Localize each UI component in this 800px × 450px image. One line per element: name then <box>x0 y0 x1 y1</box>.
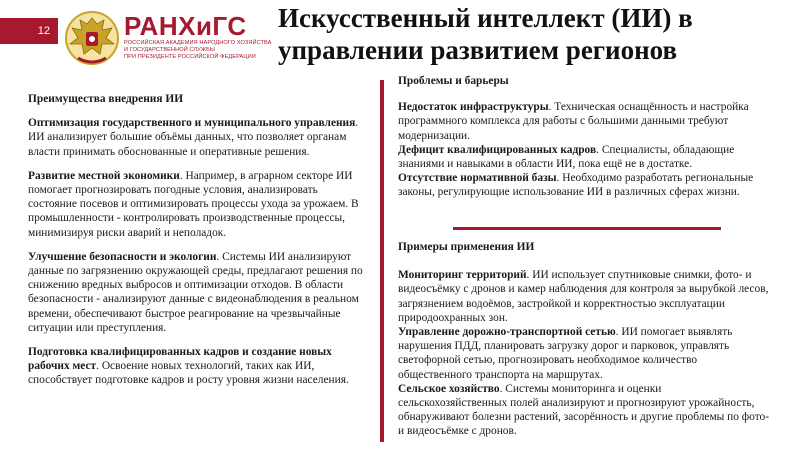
advantage-title: Улучшение безопасности и экологии <box>28 250 217 263</box>
example-title: Сельское хозяйство <box>398 382 500 395</box>
logo-line-3: ПРИ ПРЕЗИДЕНТЕ РОССИЙСКОЙ ФЕДЕРАЦИИ <box>124 54 256 60</box>
problem-item <box>398 143 770 171</box>
advantage-title: Оптимизация государственного и муниципального управления <box>28 117 356 130</box>
right-column <box>398 74 770 200</box>
slide-title: Искусственный интеллект (ИИ) в управлении развитием регионов <box>278 3 693 65</box>
horizontal-divider <box>453 227 721 230</box>
advantage-text: . Системы ИИ анализируют данные по загрязнению окружающей среды, предлагают решения по снижению вредных выбросов и оптимизации отходов. В области безопасности - анализируют данные с видеонаблюдения в реальном времени, обеспечивают быстрое реагирование на чрезвычайные ситуации или преступления. <box>28 250 363 334</box>
advantage-text: . Например, в аграрном секторе ИИ помогает прогнозировать погодные условия, анализировать состояние посевов и оптимизировать процессы ухода за урожаем. В промышленности - контролировать производственные процессы, минимизируя риски аварий и неполадок. <box>28 169 359 239</box>
example-item <box>398 268 770 325</box>
advantages-heading: Преимущества внедрения ИИ <box>28 93 184 105</box>
page-number: 12 <box>37 25 50 37</box>
problem-title: Дефицит квалифицированных кадров <box>398 143 597 156</box>
logo-line-2: И ГОСУДАРСТВЕННОЙ СЛУЖБЫ <box>124 47 215 53</box>
advantage-title: Развитие местной экономики <box>28 169 180 182</box>
example-title: Мониторинг территорий <box>398 269 527 282</box>
double-headed-eagle-emblem-icon <box>64 10 120 68</box>
advantage-text: . Освоение новых технологий, таких как ИИ, способствует подготовке кадров и росту уровня жизни населения. <box>28 360 349 387</box>
example-item <box>398 325 770 382</box>
problem-text: . Специалисты, обладающие знаниями и навыками в области ИИ, пока ещё не в достатке. <box>398 143 735 171</box>
advantage-item <box>28 345 363 388</box>
ranepa-logo <box>64 10 272 68</box>
example-text: . Системы мониторинга и оценки сельскохозяйственных полей анализируют и прогнозируют урожайность, обнаруживают болезни растений, засорённость и другие проблемы по фото- и видеосъёмке с дронов. <box>398 382 770 438</box>
vertical-divider <box>380 80 384 442</box>
advantages-column <box>28 92 363 398</box>
problem-text: . Техническая оснащённость и настройка программного комплекса для работы с большими данными требуют модернизации. <box>398 101 749 142</box>
example-title: Управление дорожно-транспортной сетью <box>398 326 616 339</box>
advantage-text: . ИИ анализирует большие объёмы данных, что позволяет органам власти принимать обоснованные и оперативные решения. <box>28 117 359 158</box>
problem-item <box>398 100 770 143</box>
examples-heading: Примеры применения ИИ <box>398 241 535 253</box>
logo-text <box>124 12 274 61</box>
advantage-item <box>28 169 363 240</box>
problem-title: Отсутствие нормативной базы <box>398 172 557 185</box>
example-text: . ИИ помогает выявлять нарушения ПДД, планировать загрузку дорог и парковок, управлять светофорной сетью, прогнозировать необходимое количество общественного транспорта на маршрутах. <box>398 326 733 381</box>
page-number-badge <box>0 18 58 44</box>
logo-name: РАНХиГС <box>124 11 247 41</box>
advantage-item <box>28 250 363 335</box>
advantage-title: Подготовка квалифицированных кадров и создание новых рабочих мест <box>28 346 332 373</box>
advantage-item <box>28 116 363 159</box>
example-item <box>398 382 770 439</box>
example-text: . ИИ использует спутниковые снимки, фото- и видеосъёмку с дронов и камер наблюдения для контроля за вырубкой лесов, загрязнением водоёмов, застройкой и корректностью эксплуатации природоохранных зон. <box>398 269 769 324</box>
logo-line-1: РОССИЙСКАЯ АКАДЕМИЯ НАРОДНОГО ХОЗЯЙСТВА <box>124 40 272 46</box>
examples-column <box>398 240 770 439</box>
problems-heading: Проблемы и барьеры <box>398 75 509 87</box>
problem-item <box>398 171 770 199</box>
problem-title: Недостаток инфраструктуры <box>398 101 549 114</box>
problem-text: . Необходимо разработать региональные законы, регулирующие использование ИИ в различных сферах жизни. <box>398 172 754 199</box>
